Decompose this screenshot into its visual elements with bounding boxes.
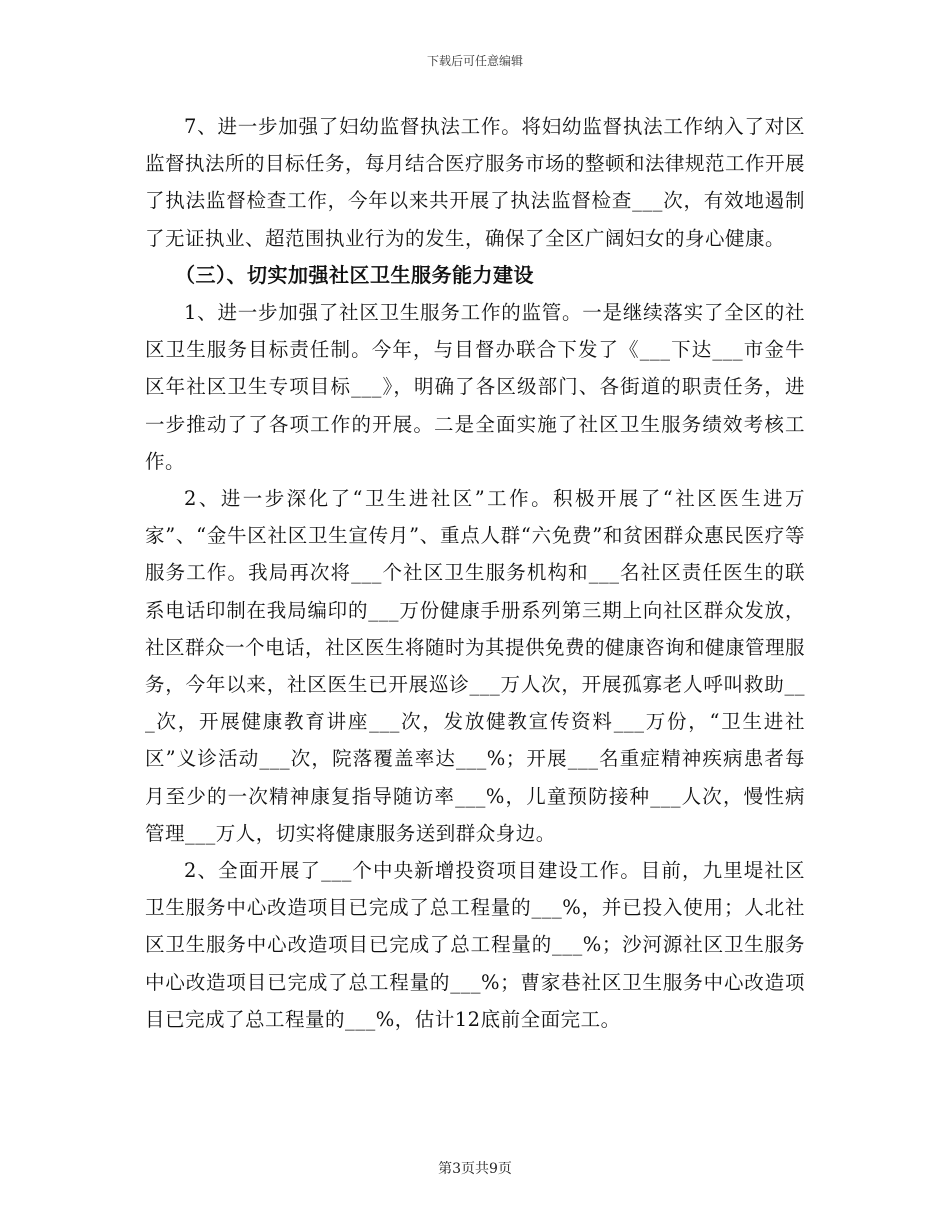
paragraph-health-in-community: 2、进一步深化了“卫生进社区”工作。积极开展了“社区医生进万家”、“金牛区社区卫生宣传月”、重点人群“六免费”和贫困群众惠民医疗等服务工作。我局再次将___个社区卫生服务机构和___名社区责任医生的联系电话印制在我局编印的___万份健康手册系列第三期上向社区群众发放，社区群众一个电话，社区医生将随时为其提供免费的健康咨询和健康管理服务，今年以来，社区医生已开展巡诊___万人次，开展孤寡老人呼叫救助___次，开展健康教育讲座___次，发放健教宣传资料___万份，“卫生进社区”义诊活动___次，院落覆盖率达___%；开展___名重症精神疾病患者每月至少的一次精神康复指导随访率___%，儿童预防接种___人次，慢性病管理___万人，切实将健康服务送到群众身边。 <box>145 487 806 845</box>
section-heading-3: （三）、切实加强社区卫生服务能力建设 <box>175 262 534 287</box>
document-body <box>145 108 805 1038</box>
paragraph-investment-projects: 2、全面开展了___个中央新增投资项目建设工作。目前，九里堤社区卫生服务中心改造项目已完成了总工程量的___%，并已投入使用；人北社区卫生服务中心改造项目已完成了总工程量的___%；沙河源社区卫生服务中心改造项目已完成了总工程量的___%；曹家巷社区卫生服务中心改造项目已完成了总工程量的___%，估计12底前全面完工。 <box>145 859 805 1031</box>
page-header-note: 下载后可任意编辑 <box>426 54 523 68</box>
paragraph-maternal-supervision: 7、进一步加强了妇幼监督执法工作。将妇幼监督执法工作纳入了对区监督执法所的目标任务，每月结合医疗服务市场的整顿和法律规范工作开展了执法监督检查工作，今年以来共开展了执法监督检查___次，有效地遏制了无证执业、超范围执业行为的发生，确保了全区广阔妇女的身心健康。 <box>145 115 806 250</box>
paragraph-community-supervision: 1、进一步加强了社区卫生服务工作的监管。一是继续落实了全区的社区卫生服务目标责任制。今年，与目督办联合下发了《___下达___市金牛区年社区卫生专项目标___》，明确了各区级部门、各街道的职责任务，进一步推动了了各项工作的开展。二是全面实施了社区卫生服务绩效考核工作。 <box>145 301 805 473</box>
page-number-footer: 第3页共9页 <box>438 1161 512 1177</box>
